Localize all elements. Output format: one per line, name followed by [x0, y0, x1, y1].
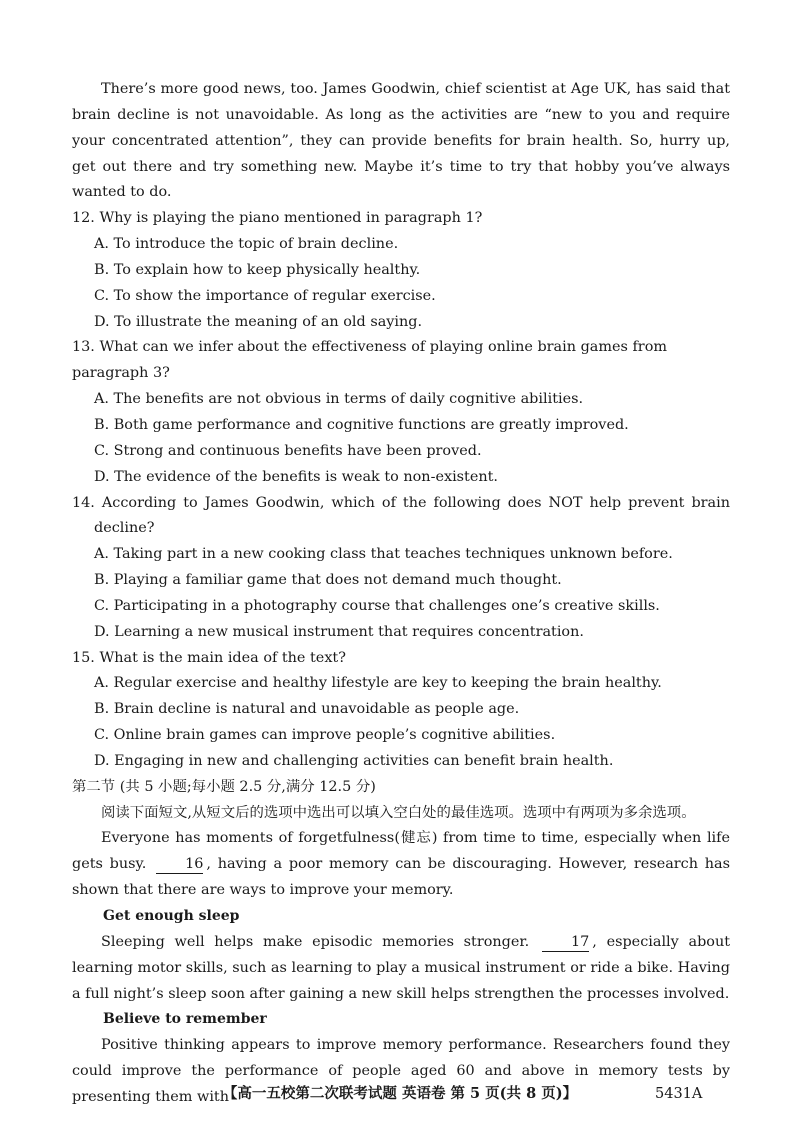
answer-option: B. Brain decline is natural and unavoidable as people age.: [94, 701, 520, 718]
passage-paragraph: There’s more good news, too. James Goodwin, chief scientist at Age UK, has said that brain decline is not unavoidable. As long as the activities are “new to you and require your concentrated attention”, they can provide benefits for brain health. So, hurry up, get out there and try something new. Maybe it’s time to try that hobby you’ve always wanted to do.: [72, 81, 730, 201]
answer-option: B. Playing a familiar game that does not demand much thought.: [94, 572, 562, 589]
question-14: [72, 491, 730, 646]
cloze-paragraph-2: [72, 930, 730, 1008]
paragraph-text: , having a poor memory can be discouraging. However, research has shown that there are ways to improve your memory.: [72, 856, 730, 899]
question-stem: 13. What can we infer about the effectiveness of playing online brain games from paragraph 3?: [72, 339, 667, 382]
blank-16: 16: [156, 855, 203, 874]
section-instruction: 阅读下面短文,从短文后的选项中选出可以填入空白处的最佳选项。选项中有两项为多余选项。: [101, 804, 696, 821]
answer-option: C. To show the importance of regular exercise.: [94, 287, 436, 304]
answer-option: A. The benefits are not obvious in terms of daily cognitive abilities.: [94, 391, 584, 408]
subheading-sleep: Get enough sleep: [103, 908, 240, 924]
answer-option: A. To introduce the topic of brain decline.: [94, 236, 399, 253]
answer-option: D. To illustrate the meaning of an old saying.: [94, 313, 423, 330]
question-stem: 12. Why is playing the piano mentioned in paragraph 1?: [72, 210, 483, 227]
paragraph-text: Everyone has moments of forgetfulness(健忘) from time to time, especially when life gets busy.: [72, 830, 730, 873]
subheading-believe: Believe to remember: [103, 1011, 267, 1028]
section-title: 第二节 (共 5 小题;每小题 2.5 分,满分 12.5 分): [72, 778, 376, 795]
answer-option: C. Online brain games can improve people’s cognitive abilities.: [94, 727, 556, 744]
blank-17: 17: [542, 933, 589, 952]
paper-code: 5431A: [655, 1086, 703, 1102]
question-stem: 14. According to James Goodwin, which of the following does NOT help prevent brain decline?: [72, 494, 730, 537]
footer-title: 【高一五校第二次联考试题 英语卷 第 5 页(共 8 页)】: [222, 1085, 578, 1102]
question-13: [72, 335, 730, 490]
answer-option: C. Strong and continuous benefits have been proved.: [94, 442, 482, 459]
cloze-paragraph-1: [72, 826, 730, 904]
answer-option: A. Regular exercise and healthy lifestyle are key to keeping the brain healthy.: [94, 675, 662, 692]
question-stem: 15. What is the main idea of the text?: [72, 649, 346, 666]
question-15: [72, 646, 730, 775]
answer-option: C. Participating in a photography course that challenges one’s creative skills.: [94, 597, 660, 614]
paragraph-text: , especially about learning motor skills, such as learning to play a musical instrument or ride a bike. Having a full night’s sleep soon after gaining a new skill helps strengthen the processes involved.: [72, 933, 730, 1002]
answer-option: B. To explain how to keep physically healthy.: [94, 261, 421, 278]
answer-option: B. Both game performance and cognitive functions are greatly improved.: [94, 416, 629, 433]
answer-option: D. The evidence of the benefits is weak to non-existent.: [94, 468, 498, 485]
answer-option: D. Learning a new musical instrument that requires concentration.: [94, 623, 584, 640]
question-12: [72, 206, 730, 335]
cloze-paragraph-3: Positive thinking appears to improve memory performance. Researchers found they could improve the performance of people aged 60 and above in memory tests by presenting them with: [72, 1037, 730, 1105]
answer-option: D. Engaging in new and challenging activities can benefit brain health.: [94, 752, 614, 769]
page-content: [72, 77, 730, 1111]
answer-option: A. Taking part in a new cooking class that teaches techniques unknown before.: [94, 546, 673, 563]
paragraph-text: Sleeping well helps make episodic memories stronger.: [101, 933, 530, 950]
page-footer: [0, 1084, 800, 1104]
